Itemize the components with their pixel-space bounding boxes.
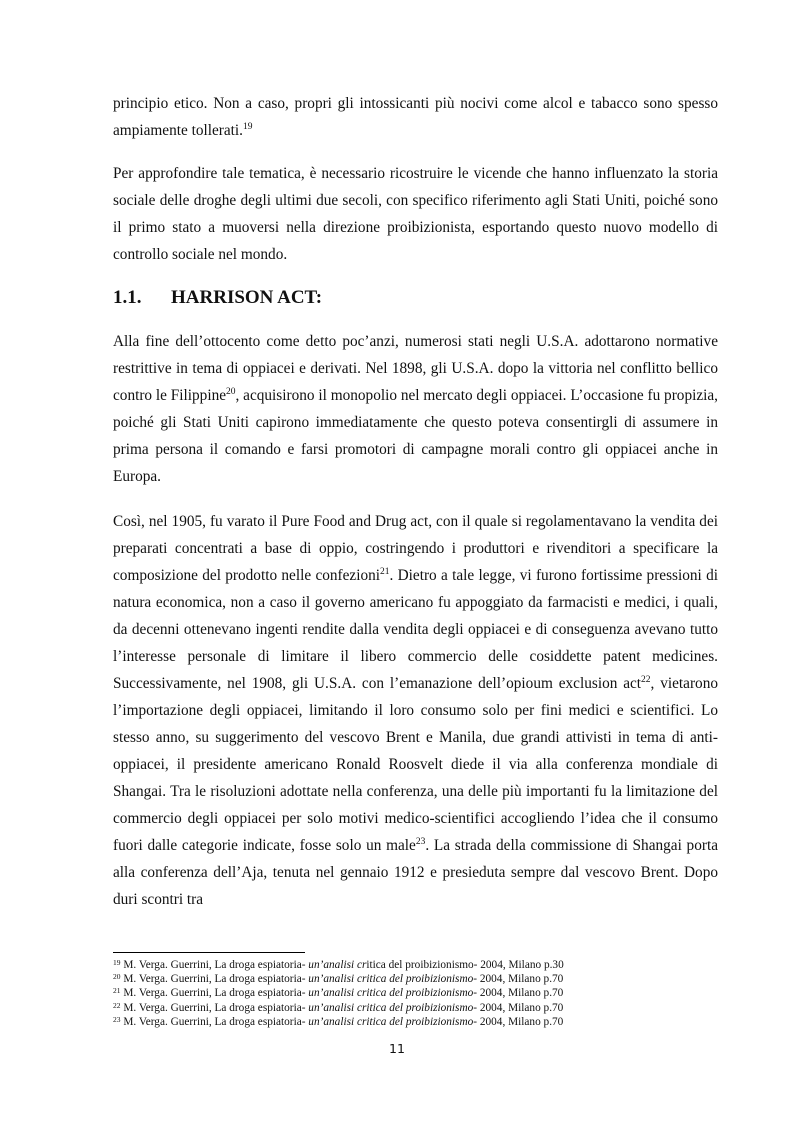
footnote-number: 23 — [113, 1014, 121, 1024]
footnote-ref-21[interactable]: 21 — [380, 567, 390, 577]
footnote-22 — [113, 1001, 733, 1015]
footnote-ref-23[interactable]: 23 — [415, 837, 426, 847]
footnote-ref-20[interactable]: 20 — [226, 387, 236, 397]
page-number: 11 — [389, 1041, 405, 1056]
footnote-23 — [113, 1015, 733, 1029]
paragraph-text: , vietarono l’importazione degli oppiacei, limitando il loro consumo solo per fini medici e scientifici. Lo stesso anno, su suggerimento del vescovo Brent e Manila, due grandi attivisti in tema di anti-oppiacei, il presidente americano Ronald Roosvelt diede il via alla conferenza mondiale di Shangai. Tra le risoluzioni adottate nella conferenza, una delle più importanti fu la limitazione del commercio degli oppiacei per solo motivi medico-scientifici accogliendo l’idea che il consumo fuori dalle categorie indicate, fosse solo un male — [113, 675, 718, 854]
footnote-text: 2004, Milano p.70 — [477, 1001, 564, 1014]
footnotes — [113, 958, 733, 1029]
footnote-text: M. Verga. Guerrini, La droga espiatoria- — [120, 1001, 306, 1014]
footnote-19 — [113, 958, 733, 972]
paragraph-text: Per approfondire tale tematica, è necessario ricostruire le vicende che hanno influenzato la storia sociale delle droghe degli ultimi due secoli, con specifico riferimento agli Stati Uniti, poiché sono il primo stato a muoversi nella direzione proibizionista, esportando questo nuovo modello di controllo sociale nel mondo. — [113, 165, 718, 263]
paragraph-intro-2 — [113, 160, 718, 268]
footnote-separator — [113, 952, 305, 953]
footnote-number: 19 — [113, 958, 121, 967]
footnote-text: M. Verga. Guerrini, La droga espiatoria- — [120, 973, 306, 986]
footnote-italic-title: un’analisi critica del proibizionismo- — [305, 987, 478, 1000]
footnote-text: 2004, Milano p.70 — [477, 1015, 564, 1028]
footnote-text: M. Verga. Guerrini, La droga espiatoria- — [120, 959, 306, 971]
footnote-number: 21 — [113, 986, 121, 996]
footnote-italic-title: un’analisi critica del proibizionismo- — [305, 973, 478, 986]
footnote-text: 2004, Milano p.70 — [477, 987, 564, 1000]
footnote-ref-22[interactable]: 22 — [641, 675, 651, 685]
paragraph-harrison-1 — [113, 328, 718, 490]
section-heading — [113, 284, 322, 312]
paragraph-text: , acquisirono il monopolio nel mercato degli oppiacei. L’occasione fu propizia, poiché gli Stati Uniti capirono immediatamente che questo poteva consentirgli di assumere in prima persona il comando e farsi promotori di campagne morali contro gli oppiacei anche in Europa. — [113, 387, 719, 485]
paragraph-text: Alla fine dell’ottocento come detto poc’anzi, numerosi stati negli U.S.A. adottarono normative restrittive in tema di oppiacei e derivati. Nel 1898, gli U.S.A. dopo la vittoria nel conflitto bellico contro le Filippine — [113, 333, 718, 404]
section-title: HARRISON ACT: — [171, 287, 323, 308]
footnote-text: itica del proibizionismo- 2004, Milano p.30 — [366, 959, 564, 971]
paragraph-intro-continued — [113, 90, 718, 144]
footnote-text: M. Verga. Guerrini, La droga espiatoria- — [120, 987, 306, 1000]
paragraph-harrison-2 — [113, 508, 718, 913]
footnote-21 — [113, 986, 733, 1000]
footnote-text: M. Verga. Guerrini, La droga espiatoria- — [120, 1015, 306, 1028]
footnote-italic-title: un’analisi critica del proibizionismo- — [305, 1015, 478, 1028]
paragraph-text: principio etico. Non a caso, propri gli intossicanti più nocivi come alcol e tabacco sono spesso ampiamente tollerati. — [113, 95, 718, 139]
footnote-number: 20 — [113, 972, 121, 982]
footnote-italic-title: un’analisi critica del proibizionismo- — [305, 1001, 478, 1014]
footnote-number: 22 — [113, 1000, 121, 1010]
paragraph-text: Così, nel 1905, fu varato il Pure Food and Drug act, con il quale si regolamentavano la vendita dei preparati concentrati a base di oppio, costringendo i produttori e rivenditori a specificare la composizione del prodotto nelle confezioni — [113, 513, 718, 584]
footnote-20 — [113, 972, 733, 986]
footnote-text: 2004, Milano p.70 — [477, 973, 564, 986]
section-number: 1.1. — [113, 287, 142, 308]
paragraph-text: . La strada della commissione di Shangai porta alla conferenza dell’Aja, tenuta nel gennaio 1912 e presieduta sempre dal vescovo Brent. Dopo duri scontri tra — [113, 837, 718, 908]
footnote-ref-19[interactable]: 19 — [242, 122, 253, 132]
paragraph-text: . Dietro a tale legge, vi furono fortissime pressioni di natura economica, non a caso il governo americano fu appoggiato da farmacisti e medici, i quali, da decenni ottenevano ingenti rendite dalla vendita degli oppiacei e di conseguenza avevano tutto l’interesse personale di limitare il libero commercio delle cosiddette patent medicines. Successivamente, nel 1908, gli U.S.A. con l’emanazione dell’opioum exclusion act — [113, 567, 718, 692]
footnote-italic-title: un’analisi cr — [305, 959, 367, 971]
